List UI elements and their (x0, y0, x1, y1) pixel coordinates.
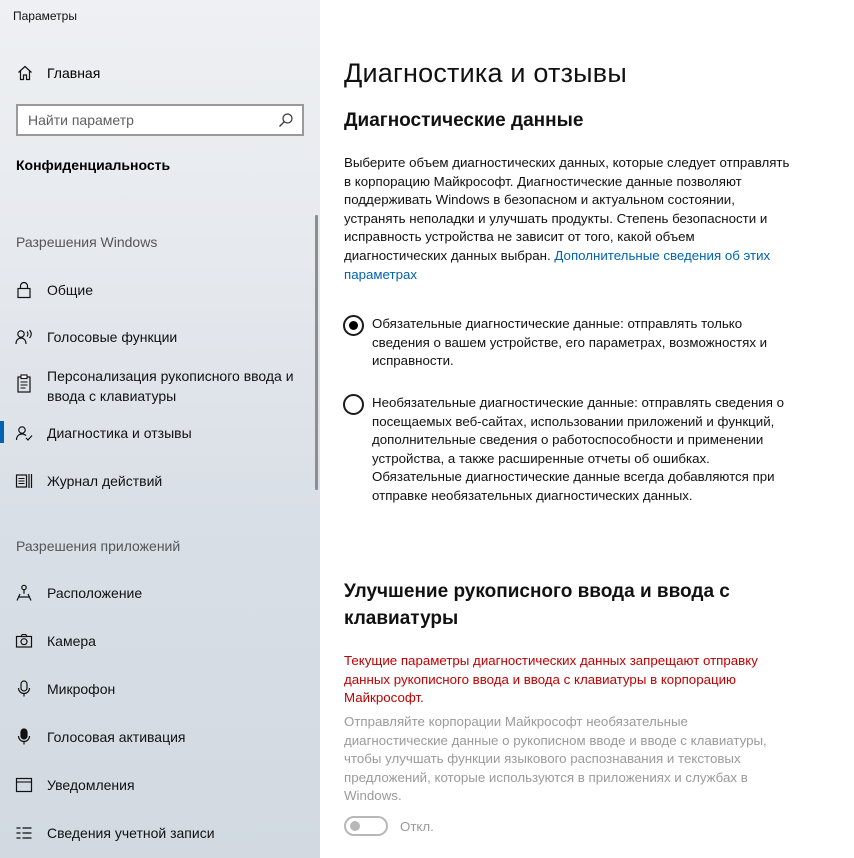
group-label-apps: Разрешения приложений (16, 538, 181, 554)
inking-typing-heading: Улучшение рукописного ввода и ввода с клавиатуры (344, 581, 730, 629)
lock-icon (14, 280, 34, 300)
account-info-icon (14, 823, 34, 843)
sidebar-item-label: Сведения учетной записи (47, 825, 215, 841)
sidebar-item-notifications[interactable] (0, 775, 320, 797)
sidebar-item-inking[interactable] (0, 366, 320, 408)
radio-button-required[interactable] (343, 315, 364, 336)
sidebar (0, 0, 320, 858)
radio-button-optional[interactable] (343, 394, 364, 415)
inking-toggle-row (344, 815, 434, 837)
voice-activation-icon (14, 727, 34, 747)
section-title: Конфиденциальность (16, 157, 171, 173)
sidebar-item-label: Уведомления (47, 777, 135, 793)
radio-optional-diagnostic[interactable] (343, 394, 793, 526)
inking-warning-text: Текущие параметры диагностических данных запрещают отправку данных рукописного ввода и ввода с клавиатуры в корпорацию Майкрософт. (344, 653, 758, 706)
page-title: Диагностика и отзывы (344, 58, 627, 88)
sidebar-item-general[interactable] (0, 280, 320, 302)
diagnostic-description (344, 154, 790, 284)
sidebar-item-speech[interactable] (0, 327, 320, 349)
sidebar-scrollbar[interactable] (315, 215, 318, 490)
home-icon (16, 64, 34, 82)
radio-required-diagnostic[interactable] (343, 315, 793, 375)
sidebar-item-activity[interactable] (0, 471, 320, 493)
sidebar-item-label: Голосовая активация (47, 729, 186, 745)
speech-icon (14, 327, 34, 347)
search-box[interactable] (16, 104, 304, 136)
radio-required-label: Обязательные диагностические данные: отправлять только сведения о вашем устройстве, его параметрах, возможностях и исправности. (372, 316, 768, 369)
content-pane (320, 0, 854, 858)
sidebar-item-label: Общие (47, 282, 94, 298)
sidebar-item-label: Расположение (47, 585, 143, 601)
diagnostic-description-text: Выберите объем диагностических данных, которые следует отправлять в корпорацию Майкрософт. Диагностические данные позволяют поддерживать Windows в безопасном и актуальном состоянии, устранять неполадки и улучшать продукты. Степень безопасности и исправность устройства не зависит от того, какой объем диагностических данных выбран. (344, 155, 790, 263)
location-icon (14, 583, 34, 603)
clipboard-icon (14, 374, 34, 394)
more-info-link[interactable]: Дополнительные сведения об этих параметрах (344, 247, 771, 282)
sidebar-item-label: Персонализация рукописного ввода и ввода с клавиатуры (47, 368, 294, 404)
sidebar-item-diagnostics[interactable] (0, 423, 320, 445)
sidebar-item-label: Камера (47, 633, 96, 649)
sidebar-item-location[interactable] (0, 583, 320, 605)
inking-description: Отправляйте корпорации Майкрософт необязательные диагностические данные о рукописном вводе и вводе с клавиатуры, чтобы улучшать функции языкового распознавания и текстовых предложений, которые используются в приложениях и службах в Windows. (344, 714, 767, 804)
search-icon[interactable] (278, 112, 294, 128)
sidebar-item-label: Диагностика и отзывы (47, 425, 192, 441)
sidebar-item-camera[interactable] (0, 631, 320, 653)
app-title: Параметры (13, 9, 77, 23)
radio-optional-label: Необязательные диагностические данные: отправлять сведения о посещаемых веб-сайтах, использовании приложений и функций, дополнительные сведения о работоспособности и применении устройства, а также расширенные отчеты об ошибках. Обязательные диагностические данные всегда добавляются при отправке необязательных диагностических данных. (372, 395, 785, 503)
diagnostic-data-heading: Диагностические данные (344, 110, 584, 131)
sidebar-item-account-info[interactable] (0, 823, 320, 845)
group-label-windows: Разрешения Windows (16, 234, 158, 250)
activity-history-icon (14, 471, 34, 491)
microphone-icon (14, 679, 34, 699)
home-label: Главная (47, 65, 101, 81)
home-nav-item[interactable] (16, 62, 100, 84)
sidebar-item-label: Голосовые функции (47, 329, 178, 345)
feedback-person-icon (14, 423, 34, 443)
sidebar-item-label: Журнал действий (47, 473, 163, 489)
camera-icon (14, 631, 34, 651)
notifications-icon (14, 775, 34, 795)
sidebar-item-microphone[interactable] (0, 679, 320, 701)
sidebar-item-voice-activation[interactable] (0, 727, 320, 749)
sidebar-item-label: Микрофон (47, 681, 116, 697)
search-input[interactable] (18, 106, 258, 134)
inking-toggle-state: Откл. (400, 818, 434, 834)
inking-toggle-switch[interactable] (344, 816, 388, 836)
